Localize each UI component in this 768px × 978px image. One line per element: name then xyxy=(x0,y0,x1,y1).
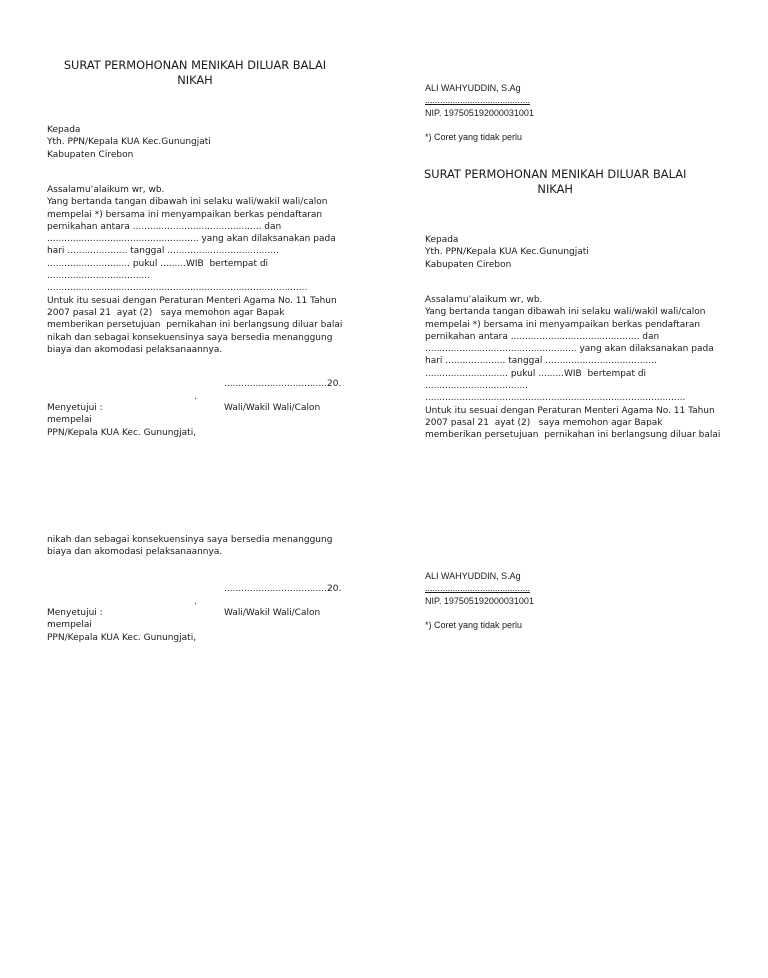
body-line: ............................. pukul .........WIB bertempat di xyxy=(425,368,647,379)
official-signature-block xyxy=(425,82,534,143)
title-line: NIKAH xyxy=(177,73,213,87)
recipient-line: Yth. PPN/Kepala KUA Kec.Gunungjati xyxy=(425,247,589,258)
signature-line: .......................................... xyxy=(425,583,531,594)
nip-number: NIP. 197505192000031001 xyxy=(425,595,534,606)
nip-number: NIP. 197505192000031001 xyxy=(425,107,534,118)
recipient-line: Kabupaten Cirebon xyxy=(425,259,512,270)
signature-line: .......................................... xyxy=(425,95,531,106)
wali-label: Wali/Wakil Wali/Calon xyxy=(224,608,321,618)
letter-body-continued xyxy=(47,534,332,559)
recipient-line: Kabupaten Cirebon xyxy=(47,149,134,160)
body-line: nikah dan sebagai konsekuensinya saya bersedia menanggung xyxy=(47,332,333,343)
body-line: 2007 pasal 21 ayat (2) saya memohon agar Bapak xyxy=(47,307,285,318)
title-line: SURAT PERMOHONAN MENIKAH DILUAR BALAI xyxy=(63,58,327,72)
document-title xyxy=(424,167,686,197)
recipient-block xyxy=(425,234,589,271)
approval-block xyxy=(47,402,196,439)
recipient-line: Yth. PPN/Kepala KUA Kec.Gunungjati xyxy=(47,137,211,148)
footnote: *) Coret yang tidak perlu xyxy=(425,620,523,631)
approval-line: Menyetujui : xyxy=(47,403,103,413)
body-line: Assalamu’alaikum wr, wb. xyxy=(47,185,165,195)
approval-line: PPN/Kepala KUA Kec. Gunungjati, xyxy=(47,427,197,438)
dot-mark: . xyxy=(194,597,197,607)
body-line: hari ..................... tanggal ....................................... xyxy=(425,356,657,367)
body-line: pernikahan antara ............................................. dan xyxy=(47,221,282,232)
body-line: memberikan persetujuan pernikahan ini berlangsung diluar balai xyxy=(47,320,343,331)
official-signature-block xyxy=(425,570,534,631)
wali-label: Wali/Wakil Wali/Calon xyxy=(224,403,321,413)
approval-line: Menyetujui : xyxy=(47,608,103,618)
body-line: Assalamu’alaikum wr, wb. xyxy=(425,295,543,305)
body-line: mempelai *) bersama ini menyampaikan berkas pendaftaran xyxy=(425,319,701,330)
official-name: ALI WAHYUDDIN, S.Ag xyxy=(425,83,521,93)
approval-line: mempelai xyxy=(47,415,92,426)
letter-body xyxy=(425,294,720,442)
date-line: ....................................20. xyxy=(224,584,342,594)
body-line: ..................................................... yang akan dilaksanakan pada xyxy=(425,344,714,355)
title-line: SURAT PERMOHONAN MENIKAH DILUAR BALAI xyxy=(424,167,687,181)
dot-mark: . xyxy=(194,392,197,402)
recipient-line: Kepada xyxy=(425,235,459,245)
body-line: Untuk itu sesuai dengan Peraturan Menteri Agama No. 11 Tahun xyxy=(47,295,337,306)
body-line: ..................................................... yang akan dilaksanakan pada xyxy=(47,234,336,245)
body-line: mempelai *) bersama ini menyampaikan berkas pendaftaran xyxy=(47,209,323,220)
recipient-block xyxy=(47,124,211,161)
body-line: ........................................................................................... xyxy=(425,393,686,404)
footnote: *) Coret yang tidak perlu xyxy=(425,132,523,143)
body-line: Untuk itu sesuai dengan Peraturan Menteri Agama No. 11 Tahun xyxy=(425,405,715,416)
approval-line: mempelai xyxy=(47,620,92,631)
letter-body xyxy=(47,184,342,356)
body-line: memberikan persetujuan pernikahan ini berlangsung diluar balai xyxy=(425,430,721,441)
body-line: 2007 pasal 21 ayat (2) saya memohon agar Bapak xyxy=(425,417,663,428)
body-line: .................................... xyxy=(425,381,528,392)
recipient-line: Kepada xyxy=(47,125,81,135)
body-line: nikah dan sebagai konsekuensinya saya bersedia menanggung xyxy=(47,535,333,545)
body-line: Yang bertanda tangan dibawah ini selaku wali/wakil wali/calon xyxy=(425,307,706,318)
body-line: ........................................................................................... xyxy=(47,283,308,294)
body-line: pernikahan antara ............................................. dan xyxy=(425,331,660,342)
approval-line: PPN/Kepala KUA Kec. Gunungjati, xyxy=(47,632,197,643)
body-line: .................................... xyxy=(47,271,150,282)
title-line: NIKAH xyxy=(537,182,573,196)
official-name: ALI WAHYUDDIN, S.Ag xyxy=(425,571,521,581)
body-line: hari ..................... tanggal ....................................... xyxy=(47,246,279,257)
date-line: ....................................20. xyxy=(224,379,342,389)
body-line: ............................. pukul .........WIB bertempat di xyxy=(47,258,269,269)
body-line: Yang bertanda tangan dibawah ini selaku wali/wakil wali/calon xyxy=(47,197,328,208)
document-title xyxy=(46,58,344,88)
approval-block xyxy=(47,607,196,644)
body-line: biaya dan akomodasi pelaksanaannya. xyxy=(47,547,223,558)
body-line: biaya dan akomodasi pelaksanaannya. xyxy=(47,344,223,355)
